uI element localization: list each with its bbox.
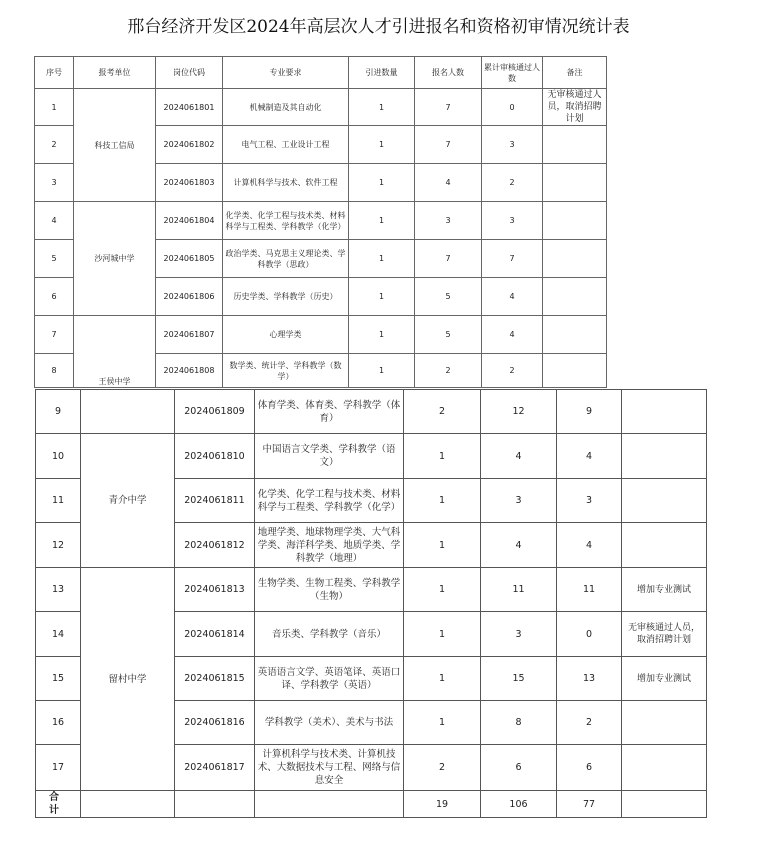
major-requirement: 生物学类、生物工程类、学科教学（生物） <box>255 568 404 612</box>
table-row <box>36 390 707 434</box>
table-row <box>35 316 607 354</box>
row-number: 5 <box>35 240 74 278</box>
position-code: 2024061816 <box>175 701 255 745</box>
position-code: 2024061803 <box>156 164 223 202</box>
passed-count: 6 <box>557 745 622 791</box>
position-code: 2024061814 <box>175 612 255 657</box>
quota: 2 <box>404 745 481 791</box>
header-cell: 序号 <box>35 57 74 89</box>
remark <box>622 745 707 791</box>
remark <box>543 354 607 388</box>
applicant-count: 4 <box>481 434 557 479</box>
quota: 1 <box>349 240 415 278</box>
major-requirement: 体育学类、体育类、学科教学（体育） <box>255 390 404 434</box>
quota: 2 <box>404 390 481 434</box>
applicant-count: 6 <box>481 745 557 791</box>
unit-cell: 科技工信局 <box>74 89 156 202</box>
major-requirement: 数学类、统计学、学科教学（数学） <box>223 354 349 388</box>
unit-cell: 王侯中学 <box>74 316 156 388</box>
row-number: 4 <box>35 202 74 240</box>
unit-cell <box>81 390 175 434</box>
total-empty-cell <box>81 791 175 818</box>
quota: 1 <box>404 701 481 745</box>
header-cell: 报名人数 <box>415 57 482 89</box>
position-code: 2024061804 <box>156 202 223 240</box>
applicant-count: 5 <box>415 278 482 316</box>
row-number: 2 <box>35 126 74 164</box>
row-number: 10 <box>36 434 81 479</box>
total-row <box>36 791 707 818</box>
passed-count: 2 <box>557 701 622 745</box>
applicant-count: 3 <box>415 202 482 240</box>
major-requirement: 历史学类、学科教学（历史） <box>223 278 349 316</box>
applicant-count: 4 <box>415 164 482 202</box>
page-title: 邢台经济开发区2024年高层次人才引进报名和资格初审情况统计表 <box>127 17 630 37</box>
major-requirement: 地理学类、地球物理学类、大气科学类、海洋科学类、地质学类、学科教学（地理） <box>255 523 404 568</box>
major-requirement: 计算机科学与技术、软件工程 <box>223 164 349 202</box>
remark <box>543 202 607 240</box>
total-passed: 77 <box>557 791 622 818</box>
major-requirement: 政治学类、马克思主义理论类、学科教学（思政） <box>223 240 349 278</box>
major-requirement: 电气工程、工业设计工程 <box>223 126 349 164</box>
passed-count: 4 <box>557 434 622 479</box>
major-requirement: 中国语言文学类、学科教学（语文） <box>255 434 404 479</box>
total-quota: 19 <box>404 791 481 818</box>
major-requirement: 音乐类、学科教学（音乐） <box>255 612 404 657</box>
quota: 1 <box>404 479 481 523</box>
major-requirement: 英语语言文学、英语笔译、英语口译、学科教学（英语） <box>255 657 404 701</box>
header-cell: 岗位代码 <box>156 57 223 89</box>
passed-count: 11 <box>557 568 622 612</box>
position-code: 2024061813 <box>175 568 255 612</box>
position-code: 2024061815 <box>175 657 255 701</box>
quota: 1 <box>404 523 481 568</box>
applicant-count: 4 <box>481 523 557 568</box>
position-code: 2024061801 <box>156 89 223 126</box>
remark <box>543 126 607 164</box>
passed-count: 3 <box>482 126 543 164</box>
quota: 1 <box>404 434 481 479</box>
row-number: 3 <box>35 164 74 202</box>
position-code: 2024061807 <box>156 316 223 354</box>
table-header-row <box>35 57 607 89</box>
table-row <box>35 202 607 240</box>
header-cell: 累计审核通过人数 <box>482 57 543 89</box>
row-number: 12 <box>36 523 81 568</box>
applicant-count: 3 <box>481 479 557 523</box>
header-cell: 报考单位 <box>74 57 156 89</box>
applicant-count: 15 <box>481 657 557 701</box>
header-cell: 引进数量 <box>349 57 415 89</box>
remark <box>543 316 607 354</box>
quota: 1 <box>349 316 415 354</box>
remark: 无审核通过人员，取消招聘计划 <box>543 89 607 126</box>
major-requirement: 机械制造及其自动化 <box>223 89 349 126</box>
row-number: 11 <box>36 479 81 523</box>
total-applicants: 106 <box>481 791 557 818</box>
quota: 1 <box>349 354 415 388</box>
row-number: 15 <box>36 657 81 701</box>
major-requirement: 计算机科学与技术类、计算机技术、大数据技术与工程、网络与信息安全 <box>255 745 404 791</box>
remark <box>622 434 707 479</box>
row-number: 14 <box>36 612 81 657</box>
applicant-count: 7 <box>415 89 482 126</box>
row-number: 13 <box>36 568 81 612</box>
applicant-count: 8 <box>481 701 557 745</box>
remark <box>622 701 707 745</box>
unit-cell: 青介中学 <box>81 434 175 568</box>
major-requirement: 化学类、化学工程与技术类、材料科学与工程类、学科教学（化学） <box>223 202 349 240</box>
passed-count: 13 <box>557 657 622 701</box>
row-number: 1 <box>35 89 74 126</box>
header-cell: 专业要求 <box>223 57 349 89</box>
position-code: 2024061808 <box>156 354 223 388</box>
stats-table-lower <box>35 389 707 818</box>
major-requirement: 学科教学（美术）、美术与书法 <box>255 701 404 745</box>
remark: 无审核通过人员，取消招聘计划 <box>622 612 707 657</box>
major-requirement: 心理学类 <box>223 316 349 354</box>
quota: 1 <box>349 126 415 164</box>
position-code: 2024061805 <box>156 240 223 278</box>
passed-count: 3 <box>482 202 543 240</box>
position-code: 2024061802 <box>156 126 223 164</box>
table-row <box>35 89 607 126</box>
quota: 1 <box>349 164 415 202</box>
position-code: 2024061810 <box>175 434 255 479</box>
applicant-count: 12 <box>481 390 557 434</box>
quota: 1 <box>349 89 415 126</box>
passed-count: 7 <box>482 240 543 278</box>
position-code: 2024061817 <box>175 745 255 791</box>
remark <box>543 164 607 202</box>
applicant-count: 2 <box>415 354 482 388</box>
total-empty-cell <box>175 791 255 818</box>
remark <box>622 523 707 568</box>
passed-count: 4 <box>482 278 543 316</box>
table-row <box>36 434 707 479</box>
remark: 增加专业测试 <box>622 657 707 701</box>
total-empty-cell <box>255 791 404 818</box>
unit-cell: 留村中学 <box>81 568 175 791</box>
table-row <box>36 568 707 612</box>
row-number: 7 <box>35 316 74 354</box>
quota: 1 <box>404 568 481 612</box>
passed-count: 0 <box>557 612 622 657</box>
applicant-count: 7 <box>415 240 482 278</box>
passed-count: 2 <box>482 164 543 202</box>
remark <box>543 240 607 278</box>
passed-count: 4 <box>557 523 622 568</box>
remark: 增加专业测试 <box>622 568 707 612</box>
major-requirement: 化学类、化学工程与技术类、材料科学与工程类、学科教学（化学） <box>255 479 404 523</box>
unit-cell: 沙河城中学 <box>74 202 156 316</box>
position-code: 2024061809 <box>175 390 255 434</box>
row-number: 9 <box>36 390 81 434</box>
quota: 1 <box>404 657 481 701</box>
total-empty-cell <box>622 791 707 818</box>
position-code: 2024061811 <box>175 479 255 523</box>
position-code: 2024061806 <box>156 278 223 316</box>
remark <box>622 390 707 434</box>
passed-count: 9 <box>557 390 622 434</box>
quota: 1 <box>404 612 481 657</box>
applicant-count: 11 <box>481 568 557 612</box>
quota: 1 <box>349 278 415 316</box>
quota: 1 <box>349 202 415 240</box>
header-cell: 备注 <box>543 57 607 89</box>
row-number: 6 <box>35 278 74 316</box>
position-code: 2024061812 <box>175 523 255 568</box>
total-label: 合 计 <box>36 791 81 818</box>
passed-count: 2 <box>482 354 543 388</box>
remark <box>622 479 707 523</box>
row-number: 8 <box>35 354 74 388</box>
row-number: 17 <box>36 745 81 791</box>
row-number: 16 <box>36 701 81 745</box>
remark <box>543 278 607 316</box>
passed-count: 4 <box>482 316 543 354</box>
passed-count: 3 <box>557 479 622 523</box>
stats-table-upper <box>34 56 607 388</box>
passed-count: 0 <box>482 89 543 126</box>
applicant-count: 3 <box>481 612 557 657</box>
applicant-count: 7 <box>415 126 482 164</box>
applicant-count: 5 <box>415 316 482 354</box>
